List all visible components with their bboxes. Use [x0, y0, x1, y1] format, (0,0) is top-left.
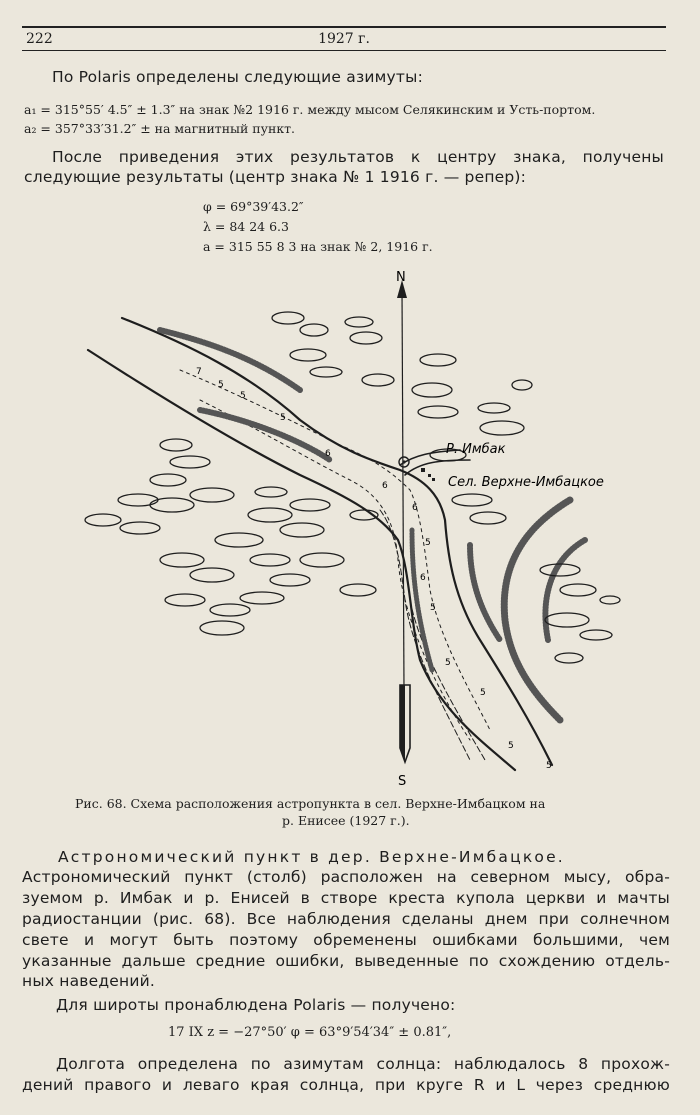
- longitude-line-2: дений правого и леваго края солнца, при круге R и L через среднюю: [22, 1076, 670, 1094]
- depth-label: 5: [425, 538, 431, 548]
- result-latitude: φ = 69°39′43.2″: [203, 199, 304, 214]
- depth-label: 6: [325, 449, 331, 459]
- body-line: указанные дальше средние ошибки, выведенные по схождению отдель-: [22, 952, 670, 970]
- depth-label: 7: [196, 367, 202, 377]
- depth-label: 5: [218, 380, 224, 390]
- village-label: Сел. Верхне-Имбацкое: [448, 475, 604, 490]
- depth-label: 5: [445, 658, 451, 668]
- meridian-line: [397, 280, 410, 762]
- depth-label: 5: [508, 741, 514, 751]
- depth-labels: [196, 367, 552, 771]
- body-line: зуемом р. Имбак и р. Енисей в створе креста купола церкви и мачты: [22, 889, 670, 907]
- depth-label: 5: [546, 761, 552, 771]
- result-azimuth: a = 315 55 8 3 на знак № 2, 1916 г.: [203, 239, 433, 254]
- depth-label: 5: [280, 413, 286, 423]
- result-longitude: λ = 84 24 6.3: [203, 219, 289, 234]
- azimuth-2: a₂ = 357°33′31.2″ ± на магнитный пункт.: [24, 121, 296, 136]
- azimuth-1: a₁ = 315°55′ 4.5″ ± 1.3″ на знак №2 1916 г. между мысом Селякинским и Усть-портом.: [24, 102, 596, 117]
- scheme-map: [60, 262, 640, 792]
- reduction-line-1: После приведения этих результатов к центру знака, получены: [52, 148, 664, 166]
- header-year: 1927 г.: [318, 31, 370, 47]
- north-label: N: [396, 270, 406, 285]
- latitude-result: 17 IX z = −27°50′ φ = 63°9′54′34″ ± 0.81″,: [168, 1025, 452, 1040]
- figure-caption-line-2: р. Енисее (1927 г.).: [282, 813, 410, 828]
- body-line: Астрономический пункт (столб) расположен на северном мысу, обра-: [22, 868, 670, 886]
- intro-text: По Polaris определены следующие азимуты:: [52, 68, 424, 86]
- depth-label: 5: [430, 603, 436, 613]
- depth-label: 6: [420, 573, 426, 583]
- body-line: свете и могут быть поэтому обременены ошибками большими, чем: [22, 931, 670, 949]
- running-header: [22, 26, 666, 51]
- body-line: радиостанции (рис. 68). Все наблюдения сделаны днем при солнечном: [22, 910, 670, 928]
- figure-caption-line-1: Рис. 68. Схема расположения астропункта в сел. Верхне-Имбацком на: [75, 796, 546, 811]
- south-label: S: [398, 774, 407, 789]
- longitude-line-1: Долгота определена по азимутам солнца: наблюдалось 8 прохож-: [56, 1055, 670, 1073]
- depth-label: 5: [240, 391, 246, 401]
- depth-label: 5: [480, 688, 486, 698]
- depth-label: 6: [412, 503, 418, 513]
- reduction-line-2: следующие результаты (центр знака № 1 1916 г. — репер):: [24, 168, 527, 186]
- latitude-intro: Для широты пронаблюдена Polaris — получено:: [56, 996, 456, 1014]
- depth-label: 6: [382, 481, 388, 491]
- section-heading: Астрономический пункт в дер. Верхне-Имбацкое.: [58, 848, 565, 866]
- river-label: Р. Имбак: [446, 442, 506, 457]
- body-line: ных наведений.: [22, 972, 156, 990]
- page-number: 222: [26, 31, 53, 47]
